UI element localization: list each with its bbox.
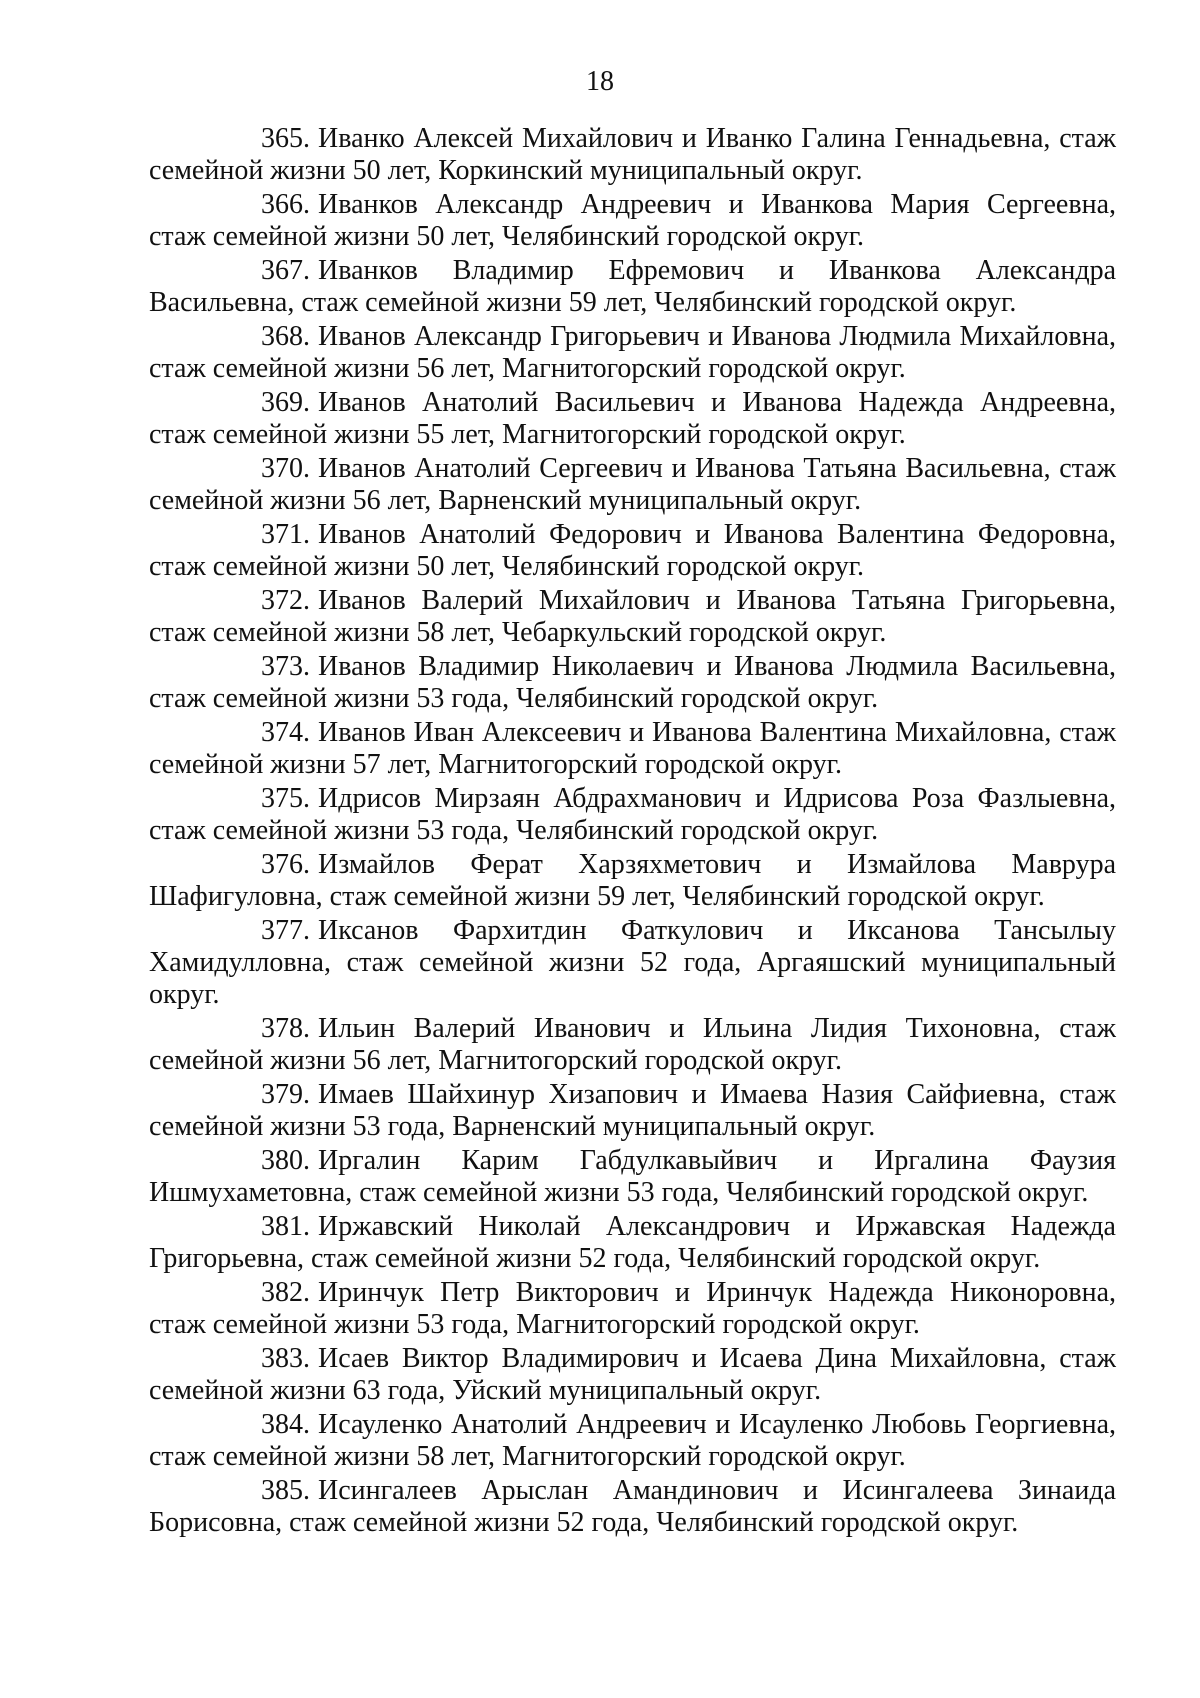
list-item-number: 370. (261, 453, 310, 484)
list-item-text: Иванов Валерий Михайлович и Иванова Татьяна Григорьевна, стаж семейной жизни 58 лет, Чебаркульский городской округ. (149, 585, 1116, 648)
list-item-text: Иванков Владимир Ефремович и Иванкова Александра Васильевна, стаж семейной жизни 59 лет, Челябинский городской округ. (149, 255, 1116, 318)
list-item-number: 374. (261, 717, 310, 748)
list-item (149, 651, 1116, 715)
list-item-text: Иванков Александр Андреевич и Иванкова Мария Сергеевна, стаж семейной жизни 50 лет, Челябинский городской округ. (149, 189, 1116, 252)
list-item (149, 189, 1116, 253)
list-item (149, 519, 1116, 583)
list-item-text: Исингалеев Арыслан Амандинович и Исингалеева Зинаида Борисовна, стаж семейной жизни 52 года, Челябинский городской округ. (149, 1475, 1116, 1538)
list-item-number: 371. (261, 519, 310, 550)
list-item-text: Иванов Владимир Николаевич и Иванова Людмила Васильевна, стаж семейной жизни 53 года, Челябинский городской округ. (149, 651, 1116, 714)
list-item-text: Имаев Шайхинур Хизапович и Имаева Назия Сайфиевна, стаж семейной жизни 53 года, Варненский муниципальный округ. (149, 1079, 1116, 1142)
list-item (149, 1409, 1116, 1473)
list-item (149, 321, 1116, 385)
list-item (149, 123, 1116, 187)
list-item-number: 367. (261, 255, 310, 286)
list-item (149, 1211, 1116, 1275)
list-item-text: Иринчук Петр Викторович и Иринчук Надежда Никоноровна, стаж семейной жизни 53 года, Магнитогорский городской округ. (149, 1277, 1116, 1340)
list-item-text: Ильин Валерий Иванович и Ильина Лидия Тихоновна, стаж семейной жизни 56 лет, Магнитогорский городской округ. (149, 1013, 1116, 1076)
list-item-number: 377. (261, 915, 310, 946)
list-item-text: Исауленко Анатолий Андреевич и Исауленко Любовь Георгиевна, стаж семейной жизни 58 лет, Магнитогорский городской округ. (149, 1409, 1116, 1472)
list-item-number: 368. (261, 321, 310, 352)
list-item (149, 1343, 1116, 1407)
list-item (149, 255, 1116, 319)
list-item (149, 387, 1116, 451)
list-item-number: 372. (261, 585, 310, 616)
list-item (149, 453, 1116, 517)
list-item-text: Измайлов Ферат Харзяхметович и Измайлова Маврура Шафигуловна, стаж семейной жизни 59 лет, Челябинский городской округ. (149, 849, 1116, 912)
list-item-number: 383. (261, 1343, 310, 1374)
list-item-text: Иванов Анатолий Сергеевич и Иванова Татьяна Васильевна, стаж семейной жизни 56 лет, Варненский муниципальный округ. (149, 453, 1116, 516)
list-item-text: Исаев Виктор Владимирович и Исаева Дина Михайловна, стаж семейной жизни 63 года, Уйский муниципальный округ. (149, 1343, 1116, 1406)
list-item-number: 380. (261, 1145, 310, 1176)
list-item-number: 365. (261, 123, 310, 154)
list-item-number: 373. (261, 651, 310, 682)
list-item-text: Иксанов Фархитдин Фаткулович и Иксанова Тансылыу Хамидулловна, стаж семейной жизни 52 года, Аргаяшский муниципальный округ. (149, 915, 1116, 1010)
list-item (149, 915, 1116, 1011)
list-item-text: Иргалин Карим Габдулкавыйвич и Иргалина Фаузия Ишмухаметовна, стаж семейной жизни 53 года, Челябинский городской округ. (149, 1145, 1116, 1208)
list-item (149, 783, 1116, 847)
list-item-text: Иванко Алексей Михайлович и Иванко Галина Геннадьевна, стаж семейной жизни 50 лет, Коркинский муниципальный округ. (149, 123, 1116, 186)
list-item (149, 1013, 1116, 1077)
list-item-number: 381. (261, 1211, 310, 1242)
list-item (149, 1079, 1116, 1143)
list-item-number: 369. (261, 387, 310, 418)
list-item-number: 385. (261, 1475, 310, 1506)
list-item-text: Иванов Иван Алексеевич и Иванова Валентина Михайловна, стаж семейной жизни 57 лет, Магнитогорский городской округ. (149, 717, 1116, 780)
list-item-number: 375. (261, 783, 310, 814)
list-item-text: Иржавский Николай Александрович и Иржавская Надежда Григорьевна, стаж семейной жизни 52 года, Челябинский городской округ. (149, 1211, 1116, 1274)
list-item-number: 378. (261, 1013, 310, 1044)
list-item-text: Идрисов Мирзаян Абдрахманович и Идрисова Роза Фазлыевна, стаж семейной жизни 53 года, Челябинский городской округ. (149, 783, 1116, 846)
list-item (149, 585, 1116, 649)
list-item-number: 366. (261, 189, 310, 220)
list-item-text: Иванов Анатолий Федорович и Иванова Валентина Федоровна, стаж семейной жизни 50 лет, Челябинский городской округ. (149, 519, 1116, 582)
list-item-number: 382. (261, 1277, 310, 1308)
list-item (149, 1277, 1116, 1341)
award-list (149, 123, 1116, 1541)
list-item-number: 379. (261, 1079, 310, 1110)
list-item (149, 1145, 1116, 1209)
list-item-number: 384. (261, 1409, 310, 1440)
list-item (149, 717, 1116, 781)
list-item (149, 1475, 1116, 1539)
list-item-number: 376. (261, 849, 310, 880)
list-item-text: Иванов Александр Григорьевич и Иванова Людмила Михайловна, стаж семейной жизни 56 лет, Магнитогорский городской округ. (149, 321, 1116, 384)
list-item (149, 849, 1116, 913)
list-item-text: Иванов Анатолий Васильевич и Иванова Надежда Андреевна, стаж семейной жизни 55 лет, Магнитогорский городской округ. (149, 387, 1116, 450)
page-number: 18 (586, 66, 614, 97)
